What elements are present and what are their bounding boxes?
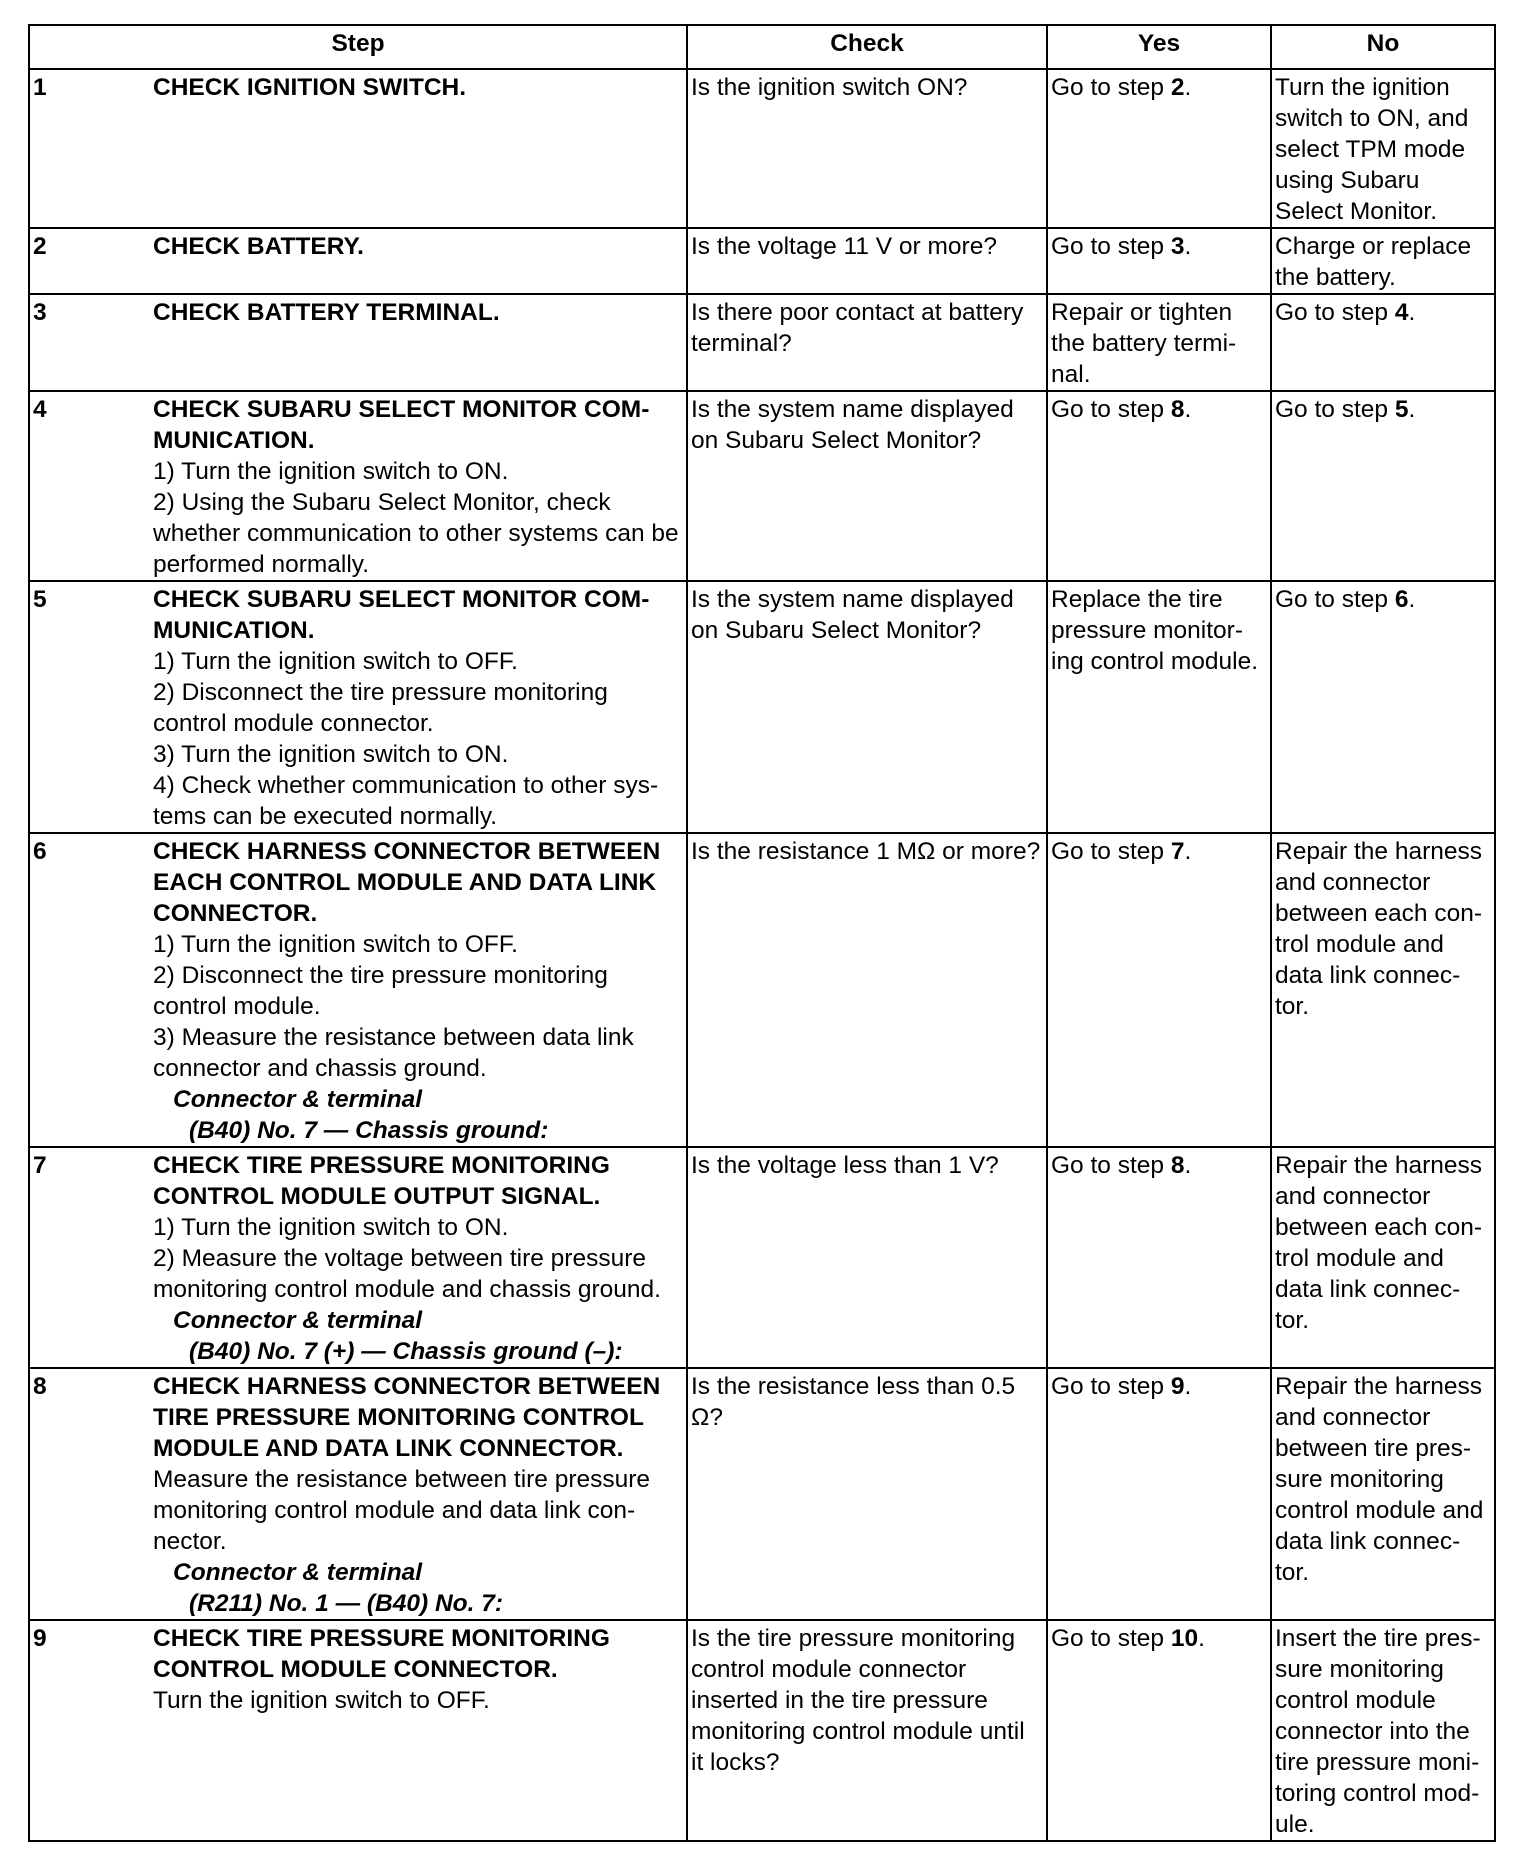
step-number: 8 (33, 1373, 47, 1400)
step-cell (29, 228, 687, 294)
step-number: 9 (33, 1625, 47, 1652)
no-text: Insert the tire pres-sure monitoring control module connector into the tire pressure moni-toring control mod-ule. (1275, 1625, 1481, 1838)
step-wrap (33, 72, 683, 103)
no-cell: Go to step 5. (1271, 391, 1495, 581)
step-wrap (33, 836, 683, 1146)
step-instruction: 4) Check whether communication to other sys-tems can be executed normally. (153, 772, 659, 830)
connector-terminal-value: (B40) No. 7 (+) — Chassis ground (–): (189, 1338, 623, 1365)
step-title: CHECK SUBARU SELECT MONITOR COM-MUNICATION. (153, 396, 650, 454)
no-cell (1271, 1620, 1495, 1841)
step-instruction: Turn the ignition switch to OFF. (153, 1687, 490, 1714)
step-body (153, 394, 683, 580)
connector-terminal-label: Connector & terminal (173, 1559, 423, 1586)
step-instruction: 2) Using the Subaru Select Monitor, check whether communication to other systems can be performed normally. (153, 489, 679, 578)
header-row (29, 25, 1495, 69)
check-cell: Is the resistance less than 0.5 Ω? (687, 1368, 1047, 1620)
step-wrap (33, 231, 683, 262)
connector-terminal-value: (B40) No. 7 — Chassis ground: (189, 1117, 549, 1144)
goto-prefix: Go to step (1051, 1373, 1171, 1400)
no-text: Turn the ignition switch to ON, and select TPM mode using Subaru Select Monitor. (1275, 74, 1469, 225)
yes-cell: Go to step 10. (1047, 1620, 1271, 1841)
step-title: CHECK BATTERY TERMINAL. (153, 299, 500, 326)
step-instruction: 2) Disconnect the tire pressure monitoring control module. (153, 962, 608, 1020)
step-cell (29, 833, 687, 1147)
step-title: CHECK SUBARU SELECT MONITOR COM-MUNICATION. (153, 586, 650, 644)
goto-step-number: 6 (1394, 586, 1409, 613)
step-wrap (33, 584, 683, 832)
goto-step-number: 5 (1394, 396, 1409, 423)
check-cell: Is the ignition switch ON? (687, 69, 1047, 228)
step-instruction: 2) Measure the voltage between tire pressure monitoring control module and chassis ground. (153, 1245, 661, 1303)
step-number: 7 (33, 1152, 47, 1179)
step-body (153, 297, 683, 328)
no-text: Repair the harness and connector between tire pres-sure monitoring control module and data link connec-tor. (1275, 1373, 1484, 1586)
step-title: CHECK HARNESS CONNECTOR BETWEEN EACH CONTROL MODULE AND DATA LINK CONNECTOR. (153, 838, 661, 927)
table-row (29, 1147, 1495, 1368)
yes-cell: Go to step 8. (1047, 1147, 1271, 1368)
goto-prefix: Go to step (1051, 1625, 1171, 1652)
step-number: 4 (33, 396, 47, 423)
table-row (29, 1620, 1495, 1841)
step-instruction: 1) Turn the ignition switch to ON. (153, 1214, 509, 1241)
yes-cell: Go to step 7. (1047, 833, 1271, 1147)
header-check: Check (687, 25, 1047, 69)
connector-terminal-label: Connector & terminal (173, 1307, 423, 1334)
goto-step-number: 4 (1394, 299, 1409, 326)
check-cell: Is the system name displayed on Subaru Select Monitor? (687, 581, 1047, 833)
troubleshooting-table (28, 24, 1496, 1842)
table-row (29, 294, 1495, 391)
no-cell (1271, 69, 1495, 228)
step-cell (29, 294, 687, 391)
check-cell: Is the system name displayed on Subaru Select Monitor? (687, 391, 1047, 581)
goto-prefix: Go to step (1051, 1152, 1171, 1179)
step-title: CHECK IGNITION SWITCH. (153, 74, 467, 101)
yes-text: Repair or tighten the battery termi-nal. (1051, 299, 1237, 388)
yes-cell: Go to step 3. (1047, 228, 1271, 294)
goto-prefix: Go to step (1275, 586, 1395, 613)
step-instruction: 1) Turn the ignition switch to OFF. (153, 931, 518, 958)
header-yes: Yes (1047, 25, 1271, 69)
connector-terminal-label: Connector & terminal (173, 1086, 423, 1113)
step-body (153, 836, 683, 1146)
yes-cell: Go to step 8. (1047, 391, 1271, 581)
step-title: CHECK TIRE PRESSURE MONITORING CONTROL MODULE CONNECTOR. (153, 1625, 610, 1683)
step-cell (29, 1368, 687, 1620)
step-wrap (33, 394, 683, 580)
goto-prefix: Go to step (1275, 396, 1395, 423)
table-row (29, 833, 1495, 1147)
goto-prefix: Go to step (1275, 299, 1395, 326)
goto-step-number: 2 (1170, 74, 1185, 101)
table-body (29, 69, 1495, 1841)
step-body (153, 72, 683, 103)
step-instruction: 1) Turn the ignition switch to OFF. (153, 648, 518, 675)
goto-step-number: 7 (1170, 838, 1185, 865)
goto-prefix: Go to step (1051, 74, 1171, 101)
table-row (29, 391, 1495, 581)
table-row (29, 581, 1495, 833)
yes-cell (1047, 294, 1271, 391)
header-no: No (1271, 25, 1495, 69)
step-instruction: 3) Measure the resistance between data link connector and chassis ground. (153, 1024, 634, 1082)
goto-step-number: 8 (1170, 1152, 1185, 1179)
step-title: CHECK BATTERY. (153, 233, 364, 260)
step-title: CHECK TIRE PRESSURE MONITORING CONTROL MODULE OUTPUT SIGNAL. (153, 1152, 610, 1210)
no-text: Charge or replace the battery. (1275, 233, 1472, 291)
goto-step-number: 8 (1170, 396, 1185, 423)
no-cell (1271, 1147, 1495, 1368)
yes-text: Replace the tire pressure monitor-ing control module. (1051, 586, 1259, 675)
step-instruction: 2) Disconnect the tire pressure monitoring control module connector. (153, 679, 608, 737)
step-body (153, 1371, 683, 1619)
step-cell (29, 1620, 687, 1841)
yes-cell: Go to step 2. (1047, 69, 1271, 228)
table-row (29, 69, 1495, 228)
connector-terminal-value: (R211) No. 1 — (B40) No. 7: (189, 1590, 504, 1617)
goto-prefix: Go to step (1051, 838, 1171, 865)
table-row (29, 228, 1495, 294)
yes-cell: Go to step 9. (1047, 1368, 1271, 1620)
step-number: 2 (33, 233, 47, 260)
step-instruction: 1) Turn the ignition switch to ON. (153, 458, 509, 485)
step-number: 5 (33, 586, 47, 613)
no-cell (1271, 1368, 1495, 1620)
step-body (153, 1150, 683, 1367)
step-title: CHECK HARNESS CONNECTOR BETWEEN TIRE PRESSURE MONITORING CONTROL MODULE AND DATA LINK CONNECTOR. (153, 1373, 661, 1462)
goto-step-number: 10 (1170, 1625, 1199, 1652)
goto-step-number: 9 (1170, 1373, 1185, 1400)
no-cell: Go to step 4. (1271, 294, 1495, 391)
no-text: Repair the harness and connector between each con-trol module and data link connec-tor. (1275, 838, 1483, 1020)
step-body (153, 584, 683, 832)
step-body (153, 1623, 683, 1716)
header-step: Step (29, 25, 687, 69)
step-wrap (33, 297, 683, 328)
step-number: 1 (33, 74, 47, 101)
step-body (153, 231, 683, 262)
no-cell: Go to step 6. (1271, 581, 1495, 833)
yes-cell (1047, 581, 1271, 833)
step-wrap (33, 1623, 683, 1716)
step-number: 6 (33, 838, 47, 865)
check-cell: Is there poor contact at battery terminal? (687, 294, 1047, 391)
step-cell (29, 69, 687, 228)
step-number: 3 (33, 299, 47, 326)
table-row (29, 1368, 1495, 1620)
check-cell: Is the resistance 1 MΩ or more? (687, 833, 1047, 1147)
goto-prefix: Go to step (1051, 233, 1171, 260)
no-cell (1271, 833, 1495, 1147)
step-cell (29, 391, 687, 581)
no-cell (1271, 228, 1495, 294)
step-cell (29, 581, 687, 833)
goto-prefix: Go to step (1051, 396, 1171, 423)
check-cell: Is the tire pressure monitoring control module connector inserted in the tire pressure monitoring control module until it locks? (687, 1620, 1047, 1841)
check-cell: Is the voltage less than 1 V? (687, 1147, 1047, 1368)
step-instruction: 3) Turn the ignition switch to ON. (153, 741, 509, 768)
step-instruction: Measure the resistance between tire pressure monitoring control module and data link con-nector. (153, 1466, 651, 1555)
check-cell: Is the voltage 11 V or more? (687, 228, 1047, 294)
step-wrap (33, 1371, 683, 1619)
no-text: Repair the harness and connector between each con-trol module and data link connec-tor. (1275, 1152, 1483, 1334)
step-wrap (33, 1150, 683, 1367)
step-cell (29, 1147, 687, 1368)
goto-step-number: 3 (1170, 233, 1185, 260)
